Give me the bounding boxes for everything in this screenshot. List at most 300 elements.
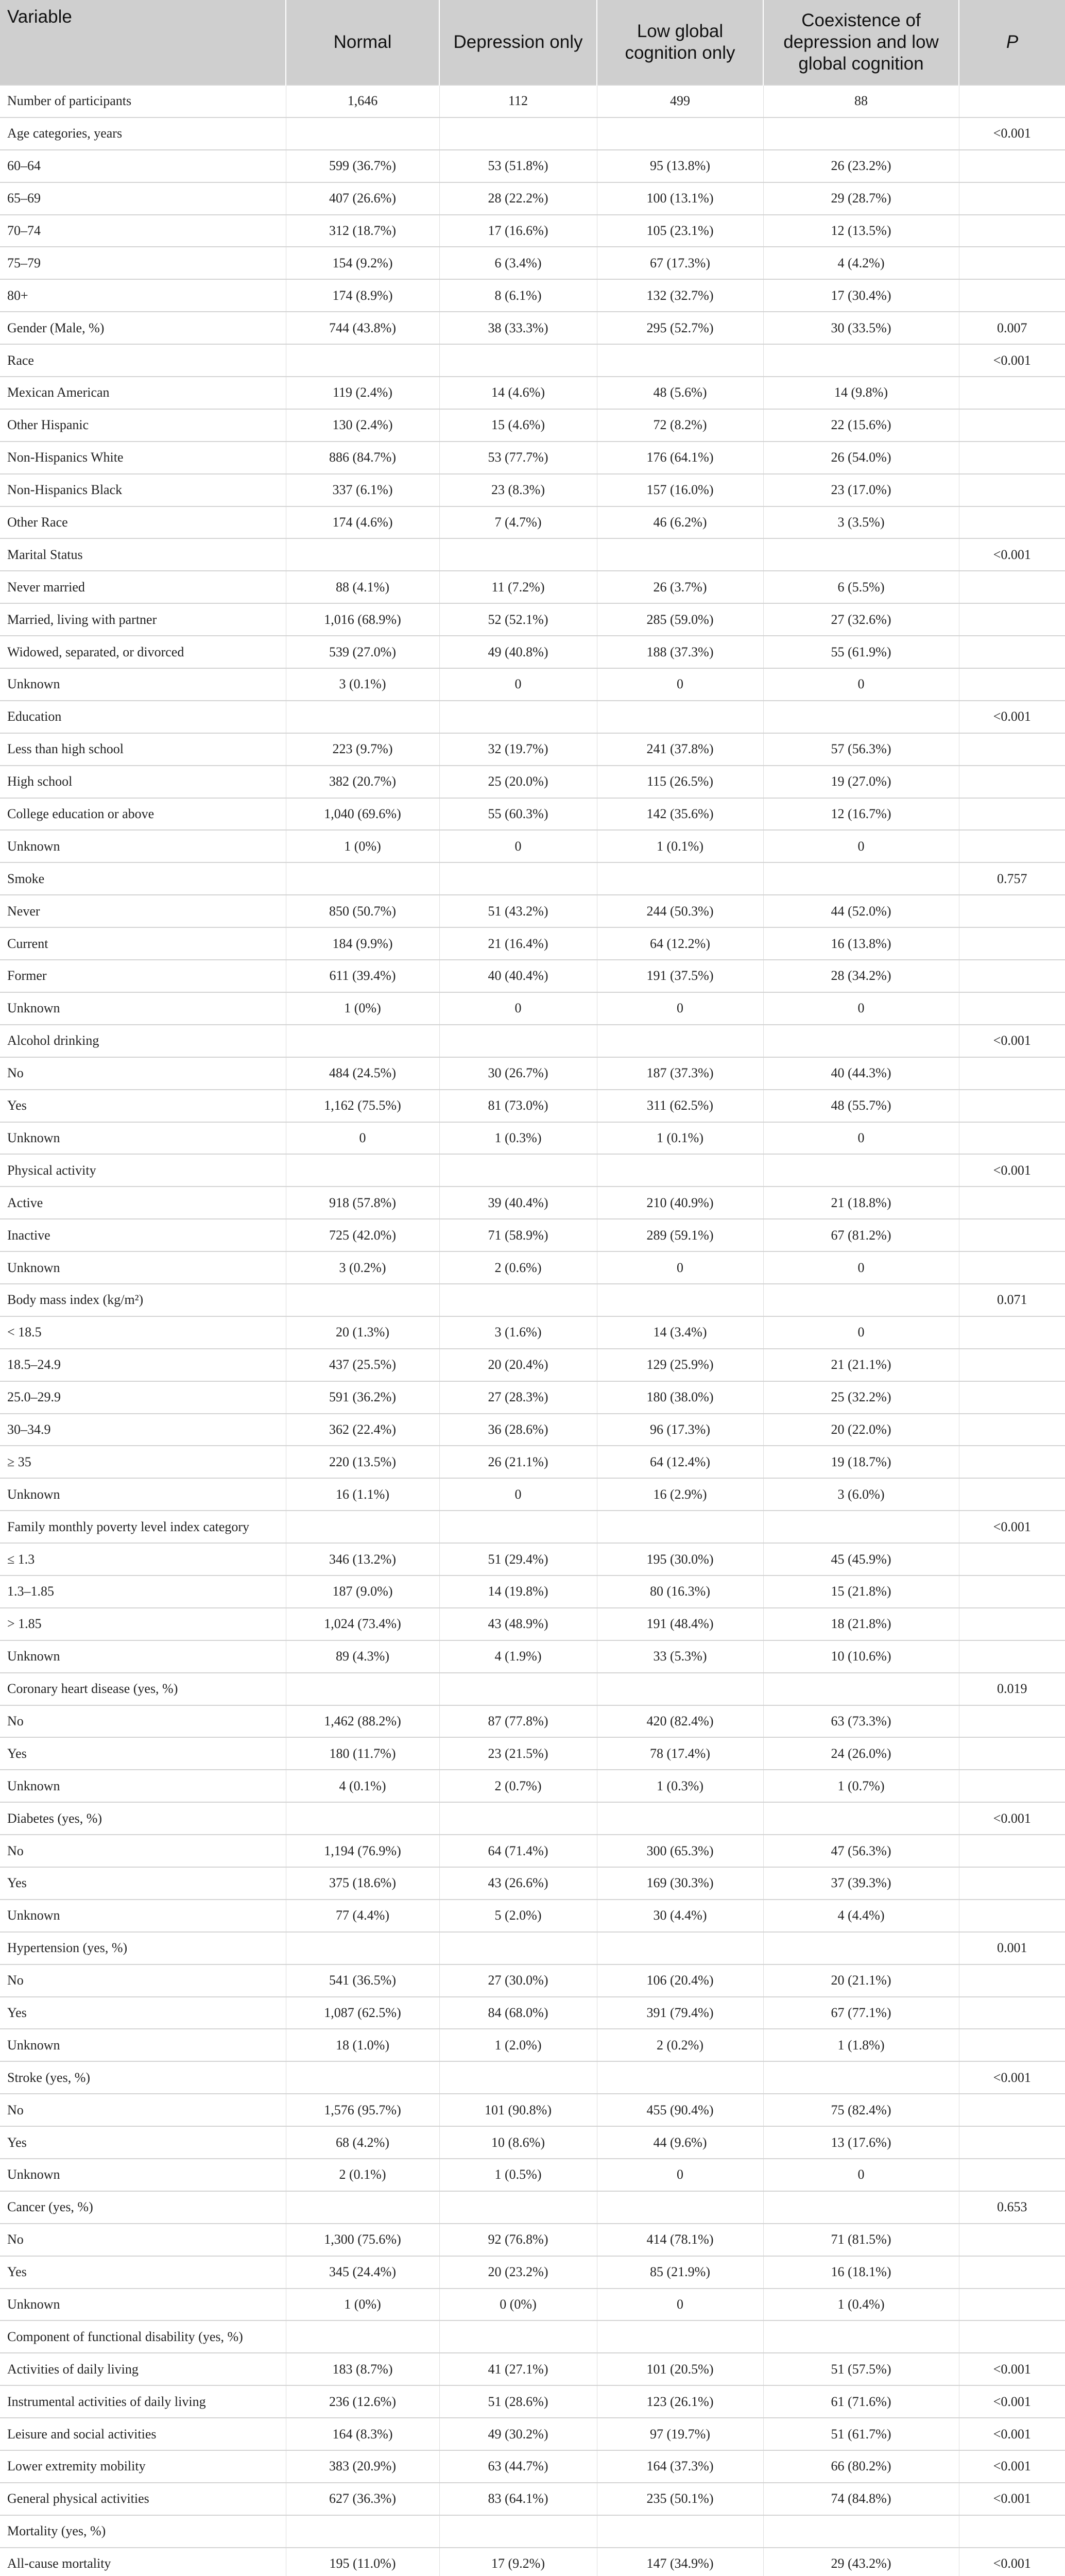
- cell-depression-only: 7 (4.7%): [439, 506, 597, 539]
- cell-normal: 627 (36.3%): [286, 2483, 439, 2515]
- cell-depression-only: 17 (9.2%): [439, 2548, 597, 2576]
- cell-depression-only: [439, 2061, 597, 2094]
- table-row: [0, 1478, 1065, 1511]
- cell-low-cognition-only: 105 (23.1%): [597, 215, 763, 247]
- cell-coexistence: [763, 2515, 959, 2548]
- cell-normal: 337 (6.1%): [286, 474, 439, 506]
- cell-low-cognition-only: [597, 1932, 763, 1964]
- cell-coexistence: 19 (18.7%): [763, 1446, 959, 1478]
- cell-low-cognition-only: 100 (13.1%): [597, 182, 763, 215]
- cell-coexistence: 55 (61.9%): [763, 636, 959, 668]
- cell-depression-only: 1 (0.3%): [439, 1122, 597, 1155]
- cell-low-cognition-only: 241 (37.8%): [597, 733, 763, 766]
- cell-low-cognition-only: 95 (13.8%): [597, 150, 763, 182]
- cell-p-value: [959, 377, 1065, 409]
- cell-variable: Unknown: [0, 1251, 286, 1284]
- cell-normal: [286, 701, 439, 733]
- cell-variable: Body mass index (kg/m²): [0, 1284, 286, 1316]
- cell-p-value: <0.001: [959, 2450, 1065, 2483]
- cell-coexistence: 13 (17.6%): [763, 2126, 959, 2159]
- cell-coexistence: 16 (13.8%): [763, 927, 959, 960]
- cell-coexistence: 20 (22.0%): [763, 1414, 959, 1446]
- cell-normal: 345 (24.4%): [286, 2256, 439, 2289]
- table-row: [0, 2126, 1065, 2159]
- cell-depression-only: 11 (7.2%): [439, 571, 597, 603]
- cell-p-value: [959, 279, 1065, 312]
- cell-variable: Mexican American: [0, 377, 286, 409]
- cell-low-cognition-only: [597, 1154, 763, 1187]
- cell-normal: 187 (9.0%): [286, 1575, 439, 1608]
- cell-p-value: [959, 2094, 1065, 2126]
- header-row: [0, 0, 1065, 85]
- cell-variable: No: [0, 1057, 286, 1090]
- table-row: [0, 1446, 1065, 1478]
- cell-low-cognition-only: [597, 1802, 763, 1835]
- cell-coexistence: 0: [763, 668, 959, 701]
- cell-normal: 1,162 (75.5%): [286, 1090, 439, 1122]
- cell-p-value: [959, 1737, 1065, 1770]
- table-row: [0, 1316, 1065, 1349]
- cell-coexistence: 37 (39.3%): [763, 1867, 959, 1900]
- cell-coexistence: 63 (73.3%): [763, 1705, 959, 1738]
- cell-p-value: 0.653: [959, 2191, 1065, 2224]
- cell-variable: Unknown: [0, 1900, 286, 1932]
- cell-low-cognition-only: 33 (5.3%): [597, 1640, 763, 1673]
- cell-coexistence: 57 (56.3%): [763, 733, 959, 766]
- cell-depression-only: [439, 1932, 597, 1964]
- cell-depression-only: 112: [439, 85, 597, 117]
- cell-low-cognition-only: 391 (79.4%): [597, 1997, 763, 2029]
- cell-p-value: [959, 1608, 1065, 1640]
- cell-low-cognition-only: 80 (16.3%): [597, 1575, 763, 1608]
- cell-p-value: <0.001: [959, 1511, 1065, 1543]
- cell-low-cognition-only: 499: [597, 85, 763, 117]
- cell-variable: Leisure and social activities: [0, 2418, 286, 2450]
- cell-p-value: [959, 1316, 1065, 1349]
- cell-normal: 1,462 (88.2%): [286, 1705, 439, 1738]
- cell-normal: [286, 862, 439, 895]
- cell-p-value: [959, 215, 1065, 247]
- cell-coexistence: 15 (21.8%): [763, 1575, 959, 1608]
- cell-normal: [286, 2515, 439, 2548]
- cell-p-value: [959, 247, 1065, 279]
- cell-coexistence: 0: [763, 830, 959, 862]
- cell-low-cognition-only: 129 (25.9%): [597, 1349, 763, 1381]
- cell-variable: Unknown: [0, 1770, 286, 1802]
- cell-p-value: [959, 927, 1065, 960]
- cell-depression-only: [439, 1284, 597, 1316]
- table-row: [0, 1608, 1065, 1640]
- table-row: [0, 1867, 1065, 1900]
- cell-variable: Yes: [0, 1997, 286, 2029]
- table-row: [0, 1802, 1065, 1835]
- cell-normal: 918 (57.8%): [286, 1187, 439, 1219]
- cell-coexistence: 51 (61.7%): [763, 2418, 959, 2450]
- cell-depression-only: 17 (16.6%): [439, 215, 597, 247]
- table-row: [0, 2418, 1065, 2450]
- cell-coexistence: 1 (1.8%): [763, 2029, 959, 2061]
- table-row: [0, 636, 1065, 668]
- cell-normal: [286, 1025, 439, 1057]
- cell-coexistence: 26 (23.2%): [763, 150, 959, 182]
- cell-p-value: [959, 1122, 1065, 1155]
- cell-normal: [286, 1673, 439, 1705]
- cell-low-cognition-only: 46 (6.2%): [597, 506, 763, 539]
- cell-normal: [286, 1154, 439, 1187]
- cell-variable: Yes: [0, 2126, 286, 2159]
- cell-normal: [286, 1802, 439, 1835]
- cell-normal: 1 (0%): [286, 2289, 439, 2321]
- cell-p-value: [959, 1835, 1065, 1867]
- table-row: [0, 2029, 1065, 2061]
- cell-coexistence: 51 (57.5%): [763, 2353, 959, 2385]
- cell-normal: 362 (22.4%): [286, 1414, 439, 1446]
- cell-coexistence: 3 (3.5%): [763, 506, 959, 539]
- cell-coexistence: 1 (0.7%): [763, 1770, 959, 1802]
- cell-variable: Lower extremity mobility: [0, 2450, 286, 2483]
- cell-normal: 89 (4.3%): [286, 1640, 439, 1673]
- cell-coexistence: 3 (6.0%): [763, 1478, 959, 1511]
- cell-depression-only: [439, 1154, 597, 1187]
- cell-low-cognition-only: 180 (38.0%): [597, 1381, 763, 1414]
- cell-variable: Unknown: [0, 1640, 286, 1673]
- cell-coexistence: 88: [763, 85, 959, 117]
- cell-p-value: [959, 1867, 1065, 1900]
- cell-depression-only: 0 (0%): [439, 2289, 597, 2321]
- cell-normal: [286, 1284, 439, 1316]
- cell-variable: Unknown: [0, 830, 286, 862]
- cell-coexistence: 6 (5.5%): [763, 571, 959, 603]
- table-row: [0, 117, 1065, 150]
- table-row: [0, 830, 1065, 862]
- cell-coexistence: 12 (16.7%): [763, 798, 959, 831]
- cell-low-cognition-only: [597, 2061, 763, 2094]
- cell-variable: Race: [0, 344, 286, 377]
- cell-coexistence: [763, 862, 959, 895]
- cell-low-cognition-only: 300 (65.3%): [597, 1835, 763, 1867]
- cell-depression-only: 32 (19.7%): [439, 733, 597, 766]
- table-row: [0, 1640, 1065, 1673]
- cell-normal: 3 (0.1%): [286, 668, 439, 701]
- cell-variable: Other Race: [0, 506, 286, 539]
- cell-low-cognition-only: 115 (26.5%): [597, 766, 763, 798]
- cell-coexistence: 67 (81.2%): [763, 1219, 959, 1251]
- cell-coexistence: [763, 701, 959, 733]
- cell-p-value: [959, 1640, 1065, 1673]
- cell-coexistence: 19 (27.0%): [763, 766, 959, 798]
- cell-depression-only: 21 (16.4%): [439, 927, 597, 960]
- cell-p-value: [959, 636, 1065, 668]
- cell-coexistence: 18 (21.8%): [763, 1608, 959, 1640]
- cell-variable: General physical activities: [0, 2483, 286, 2515]
- cell-coexistence: 21 (18.8%): [763, 1187, 959, 1219]
- table-row: [0, 2320, 1065, 2353]
- cell-p-value: <0.001: [959, 344, 1065, 377]
- table-row: [0, 2450, 1065, 2483]
- cell-low-cognition-only: 1 (0.1%): [597, 1122, 763, 1155]
- cell-depression-only: 43 (26.6%): [439, 1867, 597, 1900]
- cell-variable: Gender (Male, %): [0, 312, 286, 344]
- cell-p-value: [959, 442, 1065, 474]
- cell-depression-only: 64 (71.4%): [439, 1835, 597, 1867]
- cell-depression-only: [439, 1802, 597, 1835]
- table-row: [0, 1090, 1065, 1122]
- cell-normal: 886 (84.7%): [286, 442, 439, 474]
- header-variable: Variable: [0, 0, 286, 85]
- cell-depression-only: [439, 1673, 597, 1705]
- cell-low-cognition-only: [597, 701, 763, 733]
- cell-normal: 183 (8.7%): [286, 2353, 439, 2385]
- header-coexistence: Coexistence of depression and low global cognition: [763, 0, 959, 85]
- table-row: [0, 766, 1065, 798]
- cell-normal: 346 (13.2%): [286, 1543, 439, 1575]
- header-low-cognition-only: Low global cognition only: [597, 0, 763, 85]
- cell-coexistence: 0: [763, 1122, 959, 1155]
- table-row: [0, 701, 1065, 733]
- cell-variable: Marital Status: [0, 538, 286, 571]
- cell-depression-only: 0: [439, 992, 597, 1025]
- table-row: [0, 1997, 1065, 2029]
- cell-low-cognition-only: 289 (59.1%): [597, 1219, 763, 1251]
- cell-p-value: [959, 1057, 1065, 1090]
- cell-normal: 541 (36.5%): [286, 1964, 439, 1997]
- cell-low-cognition-only: 0: [597, 992, 763, 1025]
- cell-depression-only: [439, 862, 597, 895]
- cell-p-value: <0.001: [959, 2385, 1065, 2418]
- cell-variable: Inactive: [0, 1219, 286, 1251]
- table-row: [0, 1543, 1065, 1575]
- cell-p-value: 0.019: [959, 1673, 1065, 1705]
- cell-coexistence: 17 (30.4%): [763, 279, 959, 312]
- cell-p-value: 0.757: [959, 862, 1065, 895]
- cell-variable: Component of functional disability (yes, %): [0, 2320, 286, 2353]
- cell-depression-only: 49 (40.8%): [439, 636, 597, 668]
- cell-variable: Former: [0, 960, 286, 992]
- cell-low-cognition-only: 78 (17.4%): [597, 1737, 763, 1770]
- cell-normal: [286, 2320, 439, 2353]
- table-row: [0, 927, 1065, 960]
- table-row: [0, 1284, 1065, 1316]
- cell-p-value: [959, 474, 1065, 506]
- table-row: [0, 571, 1065, 603]
- cell-coexistence: 4 (4.2%): [763, 247, 959, 279]
- cell-depression-only: 63 (44.7%): [439, 2450, 597, 2483]
- cell-p-value: [959, 1187, 1065, 1219]
- cell-normal: 1,040 (69.6%): [286, 798, 439, 831]
- cell-p-value: [959, 2515, 1065, 2548]
- table-row: [0, 2289, 1065, 2321]
- cell-variable: 1.3–1.85: [0, 1575, 286, 1608]
- cell-p-value: [959, 2224, 1065, 2256]
- cell-p-value: [959, 506, 1065, 539]
- cell-low-cognition-only: [597, 2191, 763, 2224]
- cell-variable: < 18.5: [0, 1316, 286, 1349]
- cell-normal: 1,194 (76.9%): [286, 1835, 439, 1867]
- cell-variable: Hypertension (yes, %): [0, 1932, 286, 1964]
- cell-depression-only: 84 (68.0%): [439, 1997, 597, 2029]
- cell-variable: Smoke: [0, 862, 286, 895]
- cell-low-cognition-only: [597, 117, 763, 150]
- cell-coexistence: 74 (84.8%): [763, 2483, 959, 2515]
- cell-low-cognition-only: 1 (0.3%): [597, 1770, 763, 1802]
- cell-p-value: 0.071: [959, 1284, 1065, 1316]
- cell-normal: 236 (12.6%): [286, 2385, 439, 2418]
- table-row: [0, 506, 1065, 539]
- table-row: [0, 1770, 1065, 1802]
- table-row: [0, 279, 1065, 312]
- cell-normal: 1,646: [286, 85, 439, 117]
- cell-normal: 68 (4.2%): [286, 2126, 439, 2159]
- cell-variable: No: [0, 1705, 286, 1738]
- table-row: [0, 2191, 1065, 2224]
- cell-variable: Education: [0, 701, 286, 733]
- cell-coexistence: 29 (28.7%): [763, 182, 959, 215]
- cell-low-cognition-only: 106 (20.4%): [597, 1964, 763, 1997]
- cell-variable: Unknown: [0, 992, 286, 1025]
- cell-p-value: [959, 1705, 1065, 1738]
- cell-depression-only: 14 (4.6%): [439, 377, 597, 409]
- cell-variable: Stroke (yes, %): [0, 2061, 286, 2094]
- cell-depression-only: 5 (2.0%): [439, 1900, 597, 1932]
- cell-normal: 2 (0.1%): [286, 2159, 439, 2191]
- cell-coexistence: 22 (15.6%): [763, 409, 959, 442]
- cell-variable: Active: [0, 1187, 286, 1219]
- cell-low-cognition-only: 64 (12.2%): [597, 927, 763, 960]
- cell-depression-only: 20 (23.2%): [439, 2256, 597, 2289]
- cell-variable: Unknown: [0, 2289, 286, 2321]
- cell-depression-only: [439, 2191, 597, 2224]
- cell-variable: Non-Hispanics White: [0, 442, 286, 474]
- cell-coexistence: 1 (0.4%): [763, 2289, 959, 2321]
- table-row: [0, 1673, 1065, 1705]
- cell-p-value: <0.001: [959, 538, 1065, 571]
- table-row: [0, 1737, 1065, 1770]
- cell-variable: Diabetes (yes, %): [0, 1802, 286, 1835]
- cell-variable: Mortality (yes, %): [0, 2515, 286, 2548]
- cell-variable: Unknown: [0, 1122, 286, 1155]
- cell-variable: Number of participants: [0, 85, 286, 117]
- cell-p-value: [959, 733, 1065, 766]
- cell-coexistence: 14 (9.8%): [763, 377, 959, 409]
- table-row: [0, 1025, 1065, 1057]
- cell-variable: Non-Hispanics Black: [0, 474, 286, 506]
- table-row: [0, 1251, 1065, 1284]
- cell-normal: 1,576 (95.7%): [286, 2094, 439, 2126]
- cell-variable: 65–69: [0, 182, 286, 215]
- cell-variable: ≤ 1.3: [0, 1543, 286, 1575]
- cell-low-cognition-only: [597, 2515, 763, 2548]
- cell-coexistence: [763, 1511, 959, 1543]
- cell-depression-only: 40 (40.4%): [439, 960, 597, 992]
- cell-p-value: [959, 766, 1065, 798]
- cell-coexistence: 27 (32.6%): [763, 603, 959, 636]
- cell-normal: 184 (9.9%): [286, 927, 439, 960]
- cell-depression-only: [439, 701, 597, 733]
- cell-depression-only: 6 (3.4%): [439, 247, 597, 279]
- cell-low-cognition-only: 132 (32.7%): [597, 279, 763, 312]
- table-row: [0, 2094, 1065, 2126]
- cell-variable: Unknown: [0, 2029, 286, 2061]
- cell-low-cognition-only: 16 (2.9%): [597, 1478, 763, 1511]
- table-row: [0, 377, 1065, 409]
- cell-low-cognition-only: 244 (50.3%): [597, 895, 763, 927]
- cell-low-cognition-only: 420 (82.4%): [597, 1705, 763, 1738]
- cell-p-value: [959, 1349, 1065, 1381]
- cell-normal: 164 (8.3%): [286, 2418, 439, 2450]
- cell-p-value: [959, 2159, 1065, 2191]
- cell-depression-only: 101 (90.8%): [439, 2094, 597, 2126]
- cell-depression-only: 2 (0.6%): [439, 1251, 597, 1284]
- cell-coexistence: 12 (13.5%): [763, 215, 959, 247]
- cell-variable: No: [0, 2224, 286, 2256]
- cell-low-cognition-only: 26 (3.7%): [597, 571, 763, 603]
- cell-coexistence: 45 (45.9%): [763, 1543, 959, 1575]
- cell-variable: Unknown: [0, 1478, 286, 1511]
- cell-normal: [286, 1932, 439, 1964]
- cell-depression-only: 28 (22.2%): [439, 182, 597, 215]
- cell-coexistence: [763, 1802, 959, 1835]
- cell-depression-only: 51 (29.4%): [439, 1543, 597, 1575]
- cell-normal: 3 (0.2%): [286, 1251, 439, 1284]
- cell-p-value: [959, 668, 1065, 701]
- cell-low-cognition-only: 67 (17.3%): [597, 247, 763, 279]
- cell-p-value: [959, 1770, 1065, 1802]
- cell-variable: Never: [0, 895, 286, 927]
- table-row: [0, 668, 1065, 701]
- cell-variable: > 1.85: [0, 1608, 286, 1640]
- cell-normal: [286, 2061, 439, 2094]
- cell-depression-only: 0: [439, 1478, 597, 1511]
- cell-depression-only: 36 (28.6%): [439, 1414, 597, 1446]
- table-row: [0, 1964, 1065, 1997]
- cell-depression-only: 15 (4.6%): [439, 409, 597, 442]
- cell-depression-only: 49 (30.2%): [439, 2418, 597, 2450]
- cell-p-value: [959, 1964, 1065, 1997]
- table-row: [0, 2548, 1065, 2576]
- table-row: [0, 1705, 1065, 1738]
- cell-depression-only: 27 (28.3%): [439, 1381, 597, 1414]
- cell-p-value: 0.001: [959, 1932, 1065, 1964]
- cell-variable: Other Hispanic: [0, 409, 286, 442]
- cell-variable: Alcohol drinking: [0, 1025, 286, 1057]
- cell-depression-only: [439, 117, 597, 150]
- cell-normal: 88 (4.1%): [286, 571, 439, 603]
- cell-depression-only: 52 (52.1%): [439, 603, 597, 636]
- cell-p-value: [959, 1251, 1065, 1284]
- cell-variable: Cancer (yes, %): [0, 2191, 286, 2224]
- cell-p-value: [959, 2289, 1065, 2321]
- table-row: [0, 538, 1065, 571]
- cell-variable: No: [0, 1964, 286, 1997]
- cell-variable: College education or above: [0, 798, 286, 831]
- cell-low-cognition-only: 30 (4.4%): [597, 1900, 763, 1932]
- cell-variable: Yes: [0, 1737, 286, 1770]
- cell-coexistence: 48 (55.7%): [763, 1090, 959, 1122]
- cell-p-value: [959, 2029, 1065, 2061]
- cell-coexistence: [763, 1284, 959, 1316]
- cell-p-value: <0.001: [959, 2061, 1065, 2094]
- cell-normal: 382 (20.7%): [286, 766, 439, 798]
- cell-variable: Yes: [0, 1090, 286, 1122]
- cell-low-cognition-only: 1 (0.1%): [597, 830, 763, 862]
- cell-p-value: [959, 2256, 1065, 2289]
- cell-depression-only: 8 (6.1%): [439, 279, 597, 312]
- cell-coexistence: 28 (34.2%): [763, 960, 959, 992]
- cell-normal: 119 (2.4%): [286, 377, 439, 409]
- cell-low-cognition-only: 169 (30.3%): [597, 1867, 763, 1900]
- cell-normal: 437 (25.5%): [286, 1349, 439, 1381]
- cell-low-cognition-only: 235 (50.1%): [597, 2483, 763, 2515]
